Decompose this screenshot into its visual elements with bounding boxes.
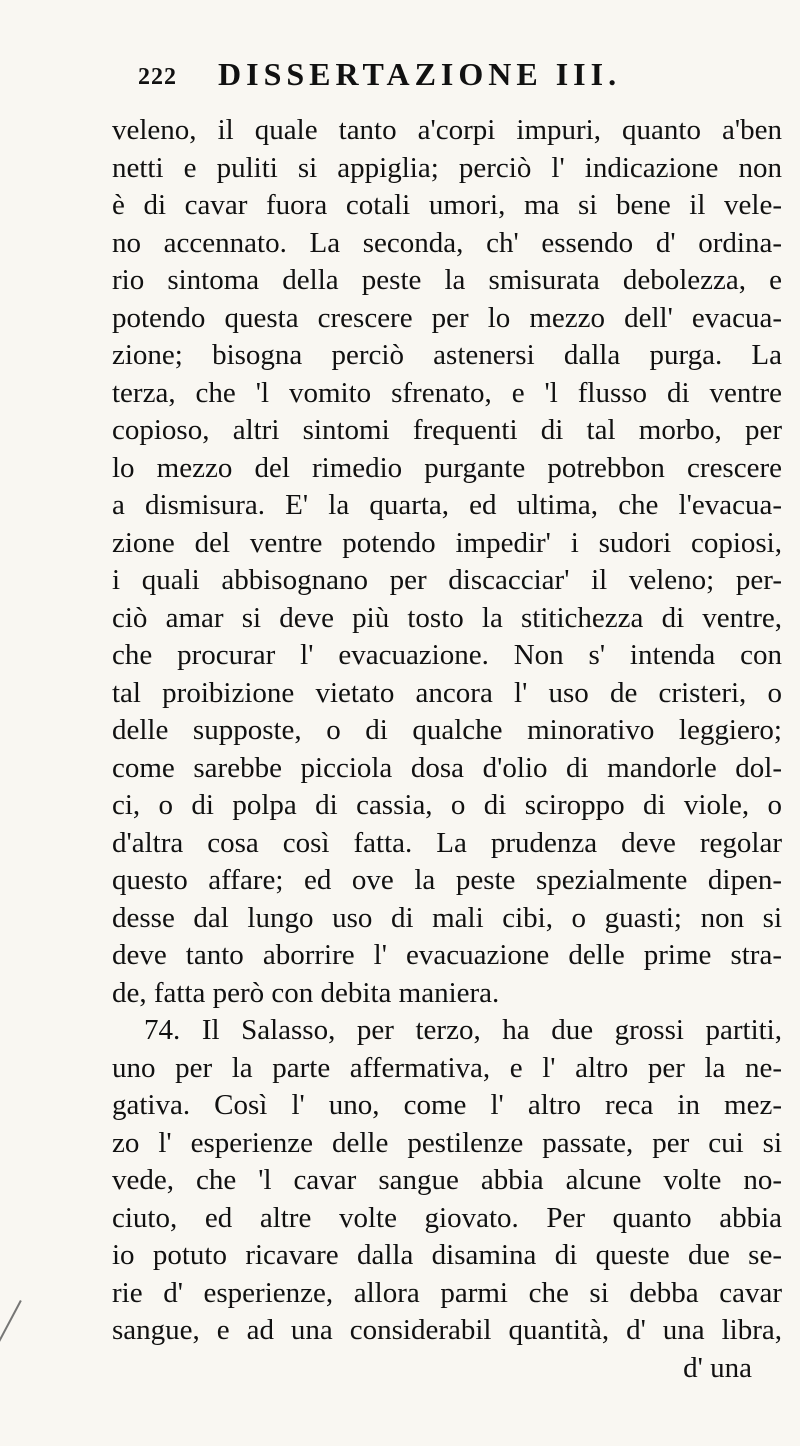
text-line: delle supposte, o di qualche minorativo leggiero;	[112, 714, 782, 746]
text-line: rie d' esperienze, allora parmi che si debba cavar	[112, 1276, 782, 1309]
text-line: zo l' esperienze delle pestilenze passate, per cui si	[112, 1126, 782, 1159]
text-line: lo mezzo del rimedio purgante potrebbon crescere	[112, 451, 782, 484]
text-line: sangue, e ad una considerabil quantità, d' una libra,	[112, 1314, 782, 1346]
text-line: terza, che 'l vomito sfrenato, e 'l flusso di ventre	[112, 376, 782, 409]
catchword: d' una	[683, 1351, 752, 1384]
text-line: questo affare; ed ove la peste spezialmente dipen-	[112, 864, 782, 896]
text-line: rio sintoma della peste la smisurata debolezza, e	[112, 264, 782, 296]
text-line: veleno, il quale tanto a'corpi impuri, quanto a'ben	[112, 114, 782, 146]
text-line: io potuto ricavare dalla disamina di queste due se-	[112, 1239, 782, 1271]
text-line: 74. Il Salasso, per terzo, ha due grossi partiti,	[144, 1014, 782, 1046]
text-line: uno per la parte affermativa, e l' altro per la ne-	[112, 1051, 782, 1084]
text-line: è di cavar fuora cotali umori, ma si bene il vele-	[112, 189, 782, 221]
text-line: ciò amar si deve più tosto la stitichezza di ventre,	[112, 601, 782, 634]
text-line: vede, che 'l cavar sangue abbia alcune volte no-	[112, 1164, 782, 1196]
text-line: zione del ventre potendo impedir' i sudori copiosi,	[112, 526, 782, 559]
text-line: de, fatta però con debita maniera.	[112, 976, 500, 1009]
text-line: a dismisura. E' la quarta, ed ultima, che l'evacua-	[112, 489, 782, 521]
margin-pencil-mark	[0, 1300, 22, 1407]
page-header	[138, 50, 758, 94]
text-line: d'altra cosa così fatta. La prudenza deve regolar	[112, 826, 782, 859]
body-text	[112, 112, 782, 1387]
text-line: i quali abbisognano per discacciar' il veleno; per-	[112, 564, 782, 596]
text-line: ciuto, ed altre volte giovato. Per quanto abbia	[112, 1201, 782, 1234]
text-line: come sarebbe picciola dosa d'olio di mandorle dol-	[112, 751, 782, 784]
text-line: gativa. Così l' uno, come l' altro reca in mez-	[112, 1089, 782, 1121]
text-line: deve tanto aborrire l' evacuazione delle prime stra-	[112, 939, 782, 971]
text-line: tal proibizione vietato ancora l' uso de cristeri, o	[112, 676, 782, 709]
page-number: 222	[138, 64, 177, 90]
text-line: potendo questa crescere per lo mezzo dell' evacua-	[112, 301, 782, 334]
text-line: copioso, altri sintomi frequenti di tal morbo, per	[112, 414, 782, 446]
text-line: zione; bisogna perciò astenersi dalla purga. La	[112, 339, 782, 371]
text-line: desse dal lungo uso di mali cibi, o guasti; non si	[112, 901, 782, 934]
text-line: netti e puliti si appiglia; perciò l' indicazione non	[112, 151, 782, 184]
text-line: ci, o di polpa di cassia, o di sciroppo di viole, o	[112, 789, 782, 821]
text-line: che procurar l' evacuazione. Non s' intenda con	[112, 639, 782, 671]
running-title: DISSERTAZIONE III.	[218, 56, 622, 92]
text-line: no accennato. La seconda, ch' essendo d' ordina-	[112, 226, 782, 259]
